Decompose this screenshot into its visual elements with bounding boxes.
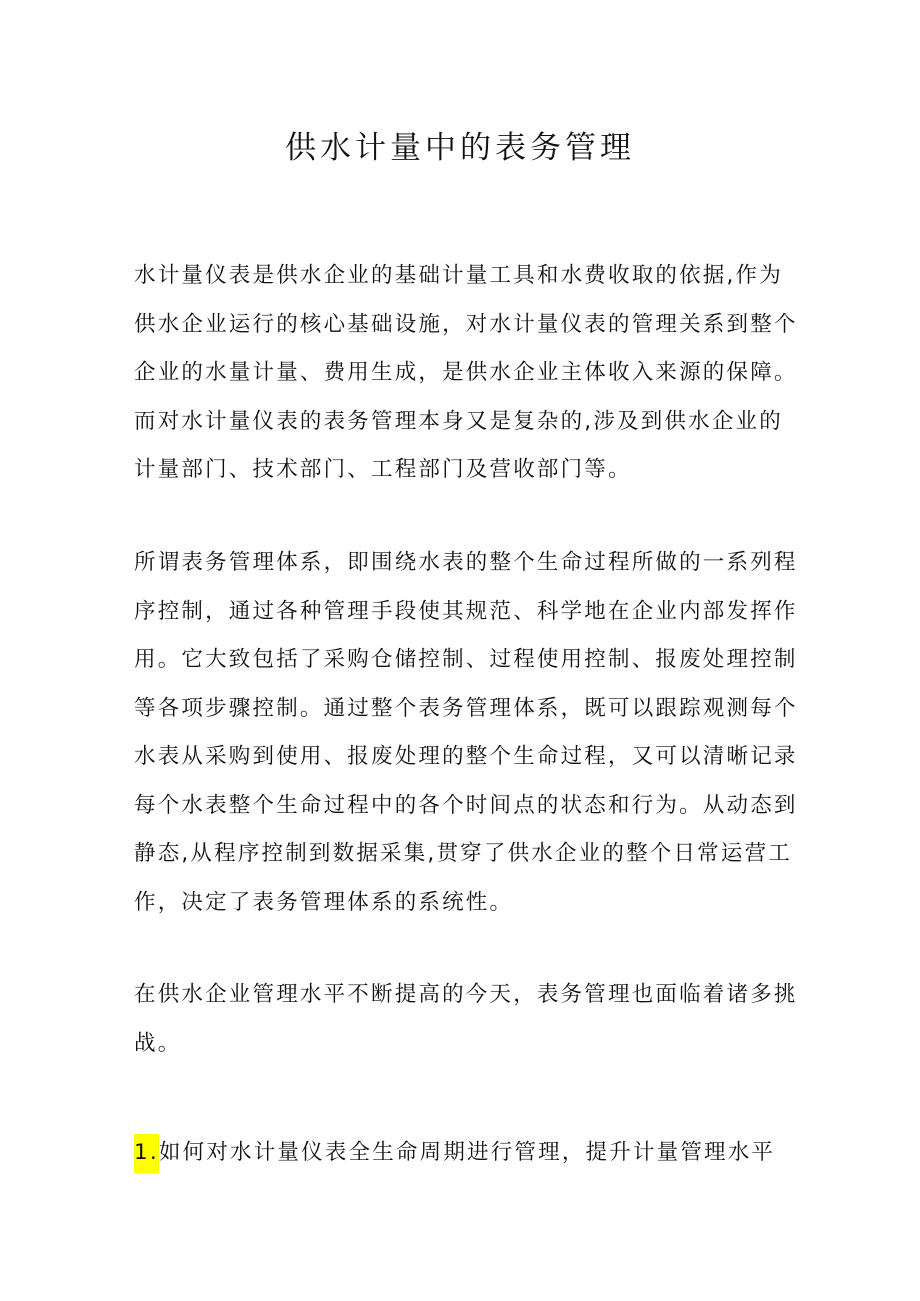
paragraph-line: 用。它大致包括了采购仓储控制、过程使用控制、报废处理控制 (134, 647, 798, 672)
paragraph-2 (134, 539, 798, 927)
paragraph-line: 水表从采购到使用、报废处理的整个生命过程，又可以清晰记录 (134, 744, 798, 769)
paragraph-line: 水计量仪表是供水企业的基础计量工具和水费收取的依据,作为 (134, 263, 783, 288)
paragraph-1 (134, 252, 798, 495)
paragraph-line: 作，决定了表务管理体系的系统性。 (134, 889, 514, 915)
paragraph-line: 而对水计量仪表的表务管理本身又是复杂的,涉及到供水企业的 (134, 408, 783, 434)
paragraph-line: 序控制，通过各种管理手段使其规范、科学地在企业内部发挥作 (134, 598, 798, 624)
paragraph-3 (134, 971, 798, 1068)
highlighted-list-number: 1. (134, 1134, 159, 1173)
list-item-line (134, 1129, 794, 1178)
paragraph-line: 战。 (134, 1030, 182, 1056)
list-item-text: 如何对水计量仪表全生命周期进行管理，提升计量管理水平 (158, 1140, 776, 1165)
document-title: 供水计量中的表务管理 (285, 130, 635, 166)
paragraph-line: 在供水企业管理水平不断提高的今天，表务管理也面临着诸多挑 (134, 982, 798, 1007)
paragraph-line: 所谓表务管理体系，即围绕水表的整个生命过程所做的一系列程 (134, 550, 798, 575)
paragraph-line: 等各项步骤控制。通过整个表务管理体系，既可以跟踪观测每个 (134, 695, 798, 721)
paragraph-line: 计量部门、技术部门、工程部门及营收部门等。 (134, 457, 632, 482)
paragraph-line: 供水企业运行的核心基础设施，对水计量仪表的管理关系到整个 (134, 311, 798, 337)
paragraph-line: 每个水表整个生命过程中的各个时间点的状态和行为。从动态到 (134, 792, 798, 818)
list-item-1 (134, 1129, 794, 1178)
paragraph-line: 企业的水量计量、费用生成，是供水企业主体收入来源的保障。 (134, 360, 798, 385)
paragraph-line: 静态,从程序控制到数据采集,贯穿了供水企业的整个日常运营工 (134, 841, 792, 866)
